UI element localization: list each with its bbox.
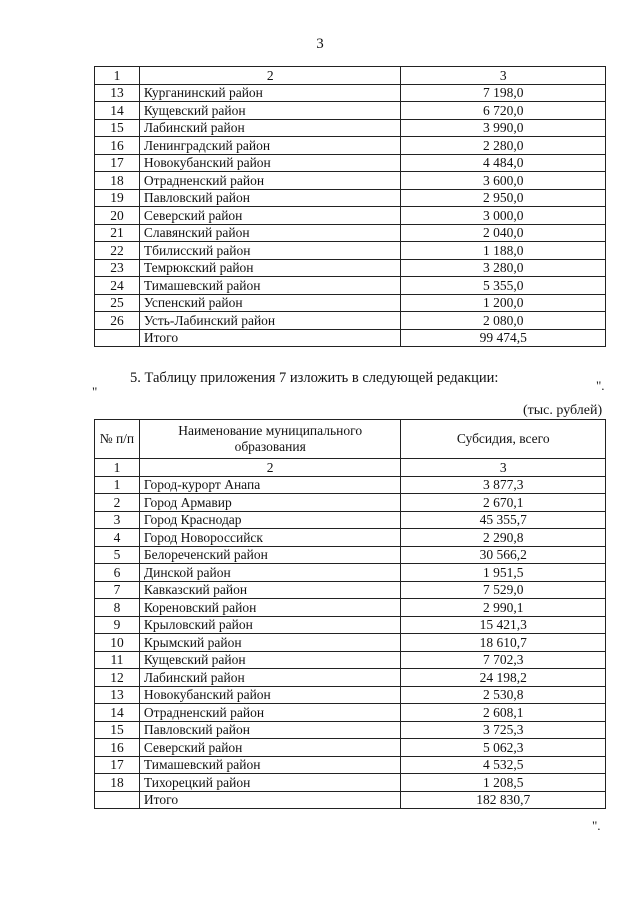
- row-number: 10: [95, 634, 140, 652]
- total-row: [95, 329, 606, 347]
- table-row: [95, 119, 606, 137]
- subsidy-value: 1 200,0: [401, 294, 606, 312]
- subsidy-value: 4 532,5: [401, 756, 606, 774]
- row-number: 13: [95, 686, 140, 704]
- row-number: 25: [95, 294, 140, 312]
- table-row: [95, 84, 606, 102]
- municipality-name: Кущевский район: [139, 651, 401, 669]
- table-row: [95, 686, 606, 704]
- row-number: 6: [95, 564, 140, 582]
- subsidy-value: 7 198,0: [401, 84, 606, 102]
- subsidy-value: 2 670,1: [401, 494, 606, 512]
- subsidy-value: 5 062,3: [401, 739, 606, 757]
- row-number: 4: [95, 529, 140, 547]
- municipality-name: Отрадненский район: [139, 172, 401, 190]
- row-number: 8: [95, 599, 140, 617]
- table-row: [95, 756, 606, 774]
- amendment-paragraph: 5. Таблицу приложения 7 изложить в следующей редакции:: [130, 370, 499, 386]
- municipality-name: Крымский район: [139, 634, 401, 652]
- total-row: [95, 791, 606, 809]
- subsidy-value: 2 280,0: [401, 137, 606, 155]
- table-row: [95, 669, 606, 687]
- row-number: 16: [95, 739, 140, 757]
- column-number-row: [95, 459, 606, 477]
- subsidy-value: 3 280,0: [401, 259, 606, 277]
- subsidy-value: 2 290,8: [401, 529, 606, 547]
- municipality-name: Успенский район: [139, 294, 401, 312]
- table-row: [95, 739, 606, 757]
- table-row: [95, 494, 606, 512]
- subsidy-value: 2 608,1: [401, 704, 606, 722]
- municipality-name: Кущевский район: [139, 102, 401, 120]
- column-caption-row: [95, 420, 606, 459]
- municipality-name: Новокубанский район: [139, 154, 401, 172]
- subsidy-value: 182 830,7: [401, 791, 606, 809]
- table-row: [95, 616, 606, 634]
- municipality-name: Тихорецкий район: [139, 774, 401, 792]
- municipality-name: Северский район: [139, 739, 401, 757]
- municipality-name: Итого: [139, 791, 401, 809]
- subsidy-value: 2 990,1: [401, 599, 606, 617]
- municipality-name: Динской район: [139, 564, 401, 582]
- appendix-7-table: [94, 419, 606, 809]
- subsidy-value: 15 421,3: [401, 616, 606, 634]
- municipality-name: Темрюкский район: [139, 259, 401, 277]
- row-number: 21: [95, 224, 140, 242]
- row-number: 1: [95, 459, 140, 477]
- page-number: 3: [316, 36, 324, 52]
- table-row: [95, 476, 606, 494]
- subsidy-value: 2 530,8: [401, 686, 606, 704]
- subsidy-value: 2 080,0: [401, 312, 606, 330]
- row-number: 2: [95, 494, 140, 512]
- municipality-name: Тбилисский район: [139, 242, 401, 260]
- subsidy-value: 3 600,0: [401, 172, 606, 190]
- subsidy-value: 1 208,5: [401, 774, 606, 792]
- row-number: 20: [95, 207, 140, 225]
- closing-quote-final: ".: [592, 818, 601, 833]
- row-number: [95, 791, 140, 809]
- table1-body: [95, 67, 606, 347]
- subsidy-value: 7 702,3: [401, 651, 606, 669]
- units-label: (тыс. рублей): [523, 403, 603, 418]
- row-number: 14: [95, 704, 140, 722]
- municipality-name: Отрадненский район: [139, 704, 401, 722]
- table-row: [95, 154, 606, 172]
- table-row: [95, 634, 606, 652]
- row-number: 15: [95, 721, 140, 739]
- municipality-name: Славянский район: [139, 224, 401, 242]
- subsidy-value: 2 950,0: [401, 189, 606, 207]
- subsidy-value: Субсидия, всего: [401, 420, 606, 459]
- subsidy-value: 1 188,0: [401, 242, 606, 260]
- municipality-name: Город Краснодар: [139, 511, 401, 529]
- subsidy-value: 3: [401, 459, 606, 477]
- table-row: [95, 564, 606, 582]
- table-row: [95, 189, 606, 207]
- row-number: 1: [95, 476, 140, 494]
- table-row: [95, 511, 606, 529]
- row-number: 12: [95, 669, 140, 687]
- table-row: [95, 599, 606, 617]
- table-row: [95, 546, 606, 564]
- table-row: [95, 242, 606, 260]
- row-number: 13: [95, 84, 140, 102]
- table-row: [95, 207, 606, 225]
- row-number: 14: [95, 102, 140, 120]
- row-number: 3: [95, 511, 140, 529]
- subsidy-value: 24 198,2: [401, 669, 606, 687]
- municipality-name: Тимашевский район: [139, 756, 401, 774]
- row-number: 16: [95, 137, 140, 155]
- municipality-name: Итого: [139, 329, 401, 347]
- municipality-name: Крыловский район: [139, 616, 401, 634]
- municipality-name: Ленинградский район: [139, 137, 401, 155]
- table-row: [95, 294, 606, 312]
- row-number: 15: [95, 119, 140, 137]
- municipality-name: Кореновский район: [139, 599, 401, 617]
- table-row: [95, 137, 606, 155]
- municipality-name: Город Новороссийск: [139, 529, 401, 547]
- row-number: 1: [95, 67, 140, 85]
- table-row: [95, 581, 606, 599]
- row-number: 26: [95, 312, 140, 330]
- row-number: 23: [95, 259, 140, 277]
- row-number: 11: [95, 651, 140, 669]
- municipality-name: Усть-Лабинский район: [139, 312, 401, 330]
- row-number: 24: [95, 277, 140, 295]
- table-row: [95, 277, 606, 295]
- column-number-row: [95, 67, 606, 85]
- subsidy-table-continued: [94, 66, 606, 347]
- table2-body: [95, 420, 606, 809]
- municipality-name: Город-курорт Анапа: [139, 476, 401, 494]
- municipality-name: Павловский район: [139, 721, 401, 739]
- row-number: 18: [95, 172, 140, 190]
- row-number: 19: [95, 189, 140, 207]
- municipality-name: Павловский район: [139, 189, 401, 207]
- subsidy-value: 6 720,0: [401, 102, 606, 120]
- row-number: 5: [95, 546, 140, 564]
- table-row: [95, 774, 606, 792]
- row-number: 17: [95, 756, 140, 774]
- table-row: [95, 312, 606, 330]
- row-number: 18: [95, 774, 140, 792]
- table-row: [95, 721, 606, 739]
- subsidy-value: 4 484,0: [401, 154, 606, 172]
- table-row: [95, 651, 606, 669]
- subsidy-value: 5 355,0: [401, 277, 606, 295]
- subsidy-value: 3 877,3: [401, 476, 606, 494]
- row-number: 22: [95, 242, 140, 260]
- table-row: [95, 704, 606, 722]
- subsidy-value: 18 610,7: [401, 634, 606, 652]
- subsidy-value: 99 474,5: [401, 329, 606, 347]
- row-number: № п/п: [95, 420, 140, 459]
- table-row: [95, 224, 606, 242]
- subsidy-value: 3 000,0: [401, 207, 606, 225]
- subsidy-value: 7 529,0: [401, 581, 606, 599]
- municipality-name: Лабинский район: [139, 669, 401, 687]
- table-row: [95, 102, 606, 120]
- municipality-name: 2: [139, 459, 401, 477]
- table-row: [95, 259, 606, 277]
- table-row: [95, 172, 606, 190]
- opening-quote: ": [92, 384, 98, 399]
- subsidy-value: 30 566,2: [401, 546, 606, 564]
- row-number: 17: [95, 154, 140, 172]
- municipality-name: Наименование муниципального образования: [139, 420, 401, 459]
- subsidy-value: 2 040,0: [401, 224, 606, 242]
- row-number: 7: [95, 581, 140, 599]
- municipality-name: Белореченский район: [139, 546, 401, 564]
- municipality-name: 2: [139, 67, 401, 85]
- municipality-name: Северский район: [139, 207, 401, 225]
- municipality-name: Город Армавир: [139, 494, 401, 512]
- closing-quote: ".: [596, 378, 605, 393]
- subsidy-value: 3: [401, 67, 606, 85]
- subsidy-value: 3 725,3: [401, 721, 606, 739]
- row-number: 9: [95, 616, 140, 634]
- table-row: [95, 529, 606, 547]
- subsidy-value: 3 990,0: [401, 119, 606, 137]
- municipality-name: Кавказский район: [139, 581, 401, 599]
- municipality-name: Новокубанский район: [139, 686, 401, 704]
- subsidy-value: 1 951,5: [401, 564, 606, 582]
- municipality-name: Курганинский район: [139, 84, 401, 102]
- municipality-name: Лабинский район: [139, 119, 401, 137]
- municipality-name: Тимашевский район: [139, 277, 401, 295]
- subsidy-value: 45 355,7: [401, 511, 606, 529]
- row-number: [95, 329, 140, 347]
